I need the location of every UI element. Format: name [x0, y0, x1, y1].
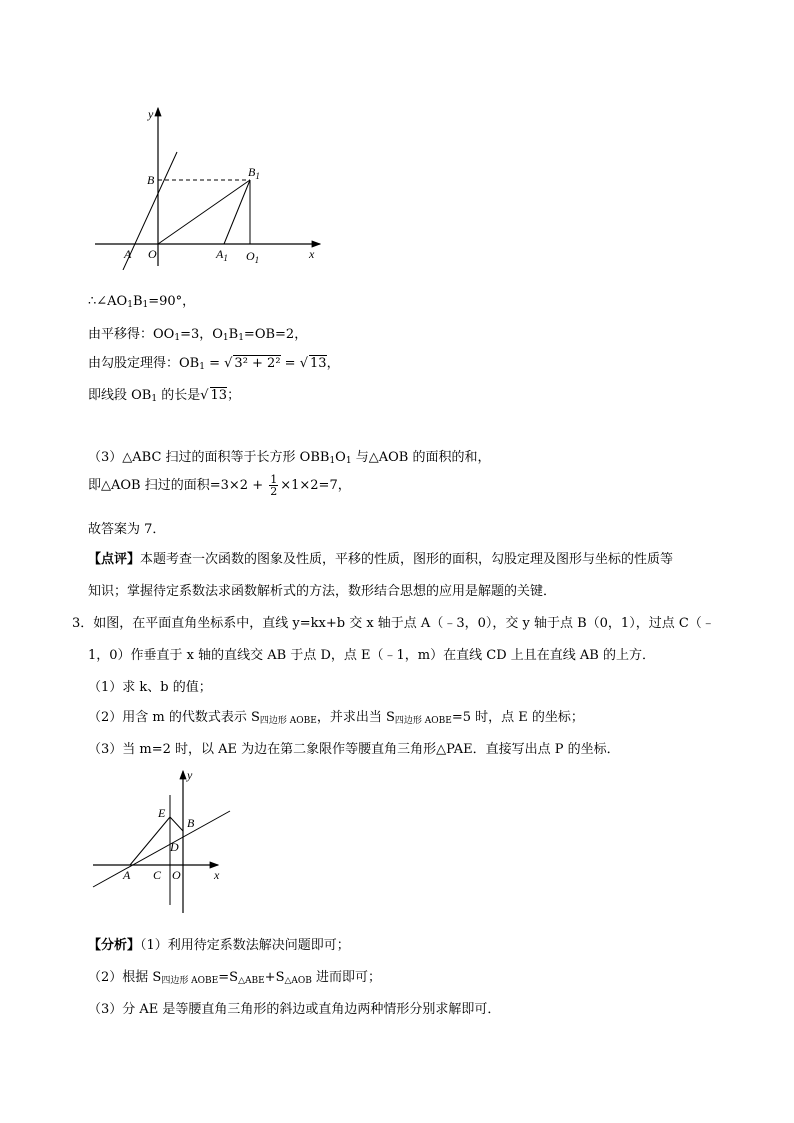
line-translation: 由平移得：$OO_1=3$，$O_1B_1=OB=2$，: [88, 327, 308, 343]
analysis-line-1: 【分析】（1）利用待定系数法解决问题即可；: [88, 938, 350, 953]
question-3-line-2: 1，0）作垂直于 x 轴的直线交 AB 于点 D，点 E（﹣1，m）在直线 CD 上且在直线 AB 的上方．: [88, 648, 655, 663]
line-area-calc: 即△AOB 扫过的面积=3×2 + $\frac{1}{2}$ ×1×2=7，: [88, 473, 351, 498]
label-D: D: [170, 840, 179, 854]
label-y: y: [148, 107, 154, 121]
segment-EB: [170, 817, 183, 831]
label-O: O: [148, 247, 157, 261]
label-O: O: [172, 868, 181, 882]
question-3-line-1: 3．如图，在平面直角坐标系中，直线 y=kx+b 交 x 轴于点 A（﹣3，0），交 y 轴于点 B（0，1），过点 C（﹣: [72, 616, 715, 631]
label-E: E: [158, 806, 166, 820]
label-A1: $A_1$: [216, 247, 228, 263]
label-x: x: [214, 868, 220, 882]
line-comment-1: 【点评】本题考查一次函数的图象及性质，平移的性质，图形的面积，勾股定理及图形与坐标的性质等: [88, 552, 674, 567]
analysis-line-2: （2）根据 $S_{四边形 AOBE}=S_{\triangle ABE}+S_{\triangle AOB}$ 进而即可；: [88, 970, 382, 986]
question-3-part-2: （2）用含 m 的代数式表示 $S_{四边形 AOBE}$，并求出当 $S_{四边形 AOBE}=5$ 时，点 E 的坐标；: [88, 710, 584, 726]
label-B1: $B_1$: [248, 165, 260, 181]
label-B: B: [147, 173, 155, 187]
label-y: y: [187, 768, 193, 782]
label-C: C: [153, 868, 162, 882]
line-answer: 故答案为 7．: [88, 522, 166, 537]
label-A: A: [124, 247, 132, 261]
question-3-part-1: （1）求 k、b 的值；: [88, 680, 212, 695]
label-B: B: [187, 816, 195, 830]
figure-translation-diagram: [90, 100, 330, 270]
line-length: 即线段 $OB_1$ 的长是√ 13；: [88, 388, 241, 404]
segment-OB1: [158, 180, 250, 244]
question-3-part-3: （3）当 m=2 时，以 AE 为边在第二象限作等腰直角三角形△PAE．直接写出点 P 的坐标．: [88, 742, 620, 757]
label-x: x: [309, 247, 315, 261]
figure-question-3-diagram: [88, 765, 238, 915]
line-part3-area: （3）△ABC 扫过的面积等于长方形 $OBB_1O_1$ 与△AOB 的面积的和，: [88, 450, 491, 466]
label-A: A: [123, 868, 131, 882]
line-AB: [93, 811, 230, 887]
label-O1: $O_1$: [246, 249, 260, 265]
analysis-line-3: （3）分 AE 是等腰直角三角形的斜边或直角边两种情形分别求解即可．: [88, 1002, 501, 1017]
line-angle: $\therefore\angle AO_1B_1=90^\circ$，: [88, 294, 196, 310]
line-comment-2: 知识；掌握待定系数法求函数解析式的方法，数形结合思想的应用是解题的关键．: [88, 584, 557, 599]
line-pythagoras: 由勾股定理得：$OB_1$ = √ 3² + 2² = √ 13，: [88, 356, 340, 372]
segment-AE: [130, 817, 170, 865]
